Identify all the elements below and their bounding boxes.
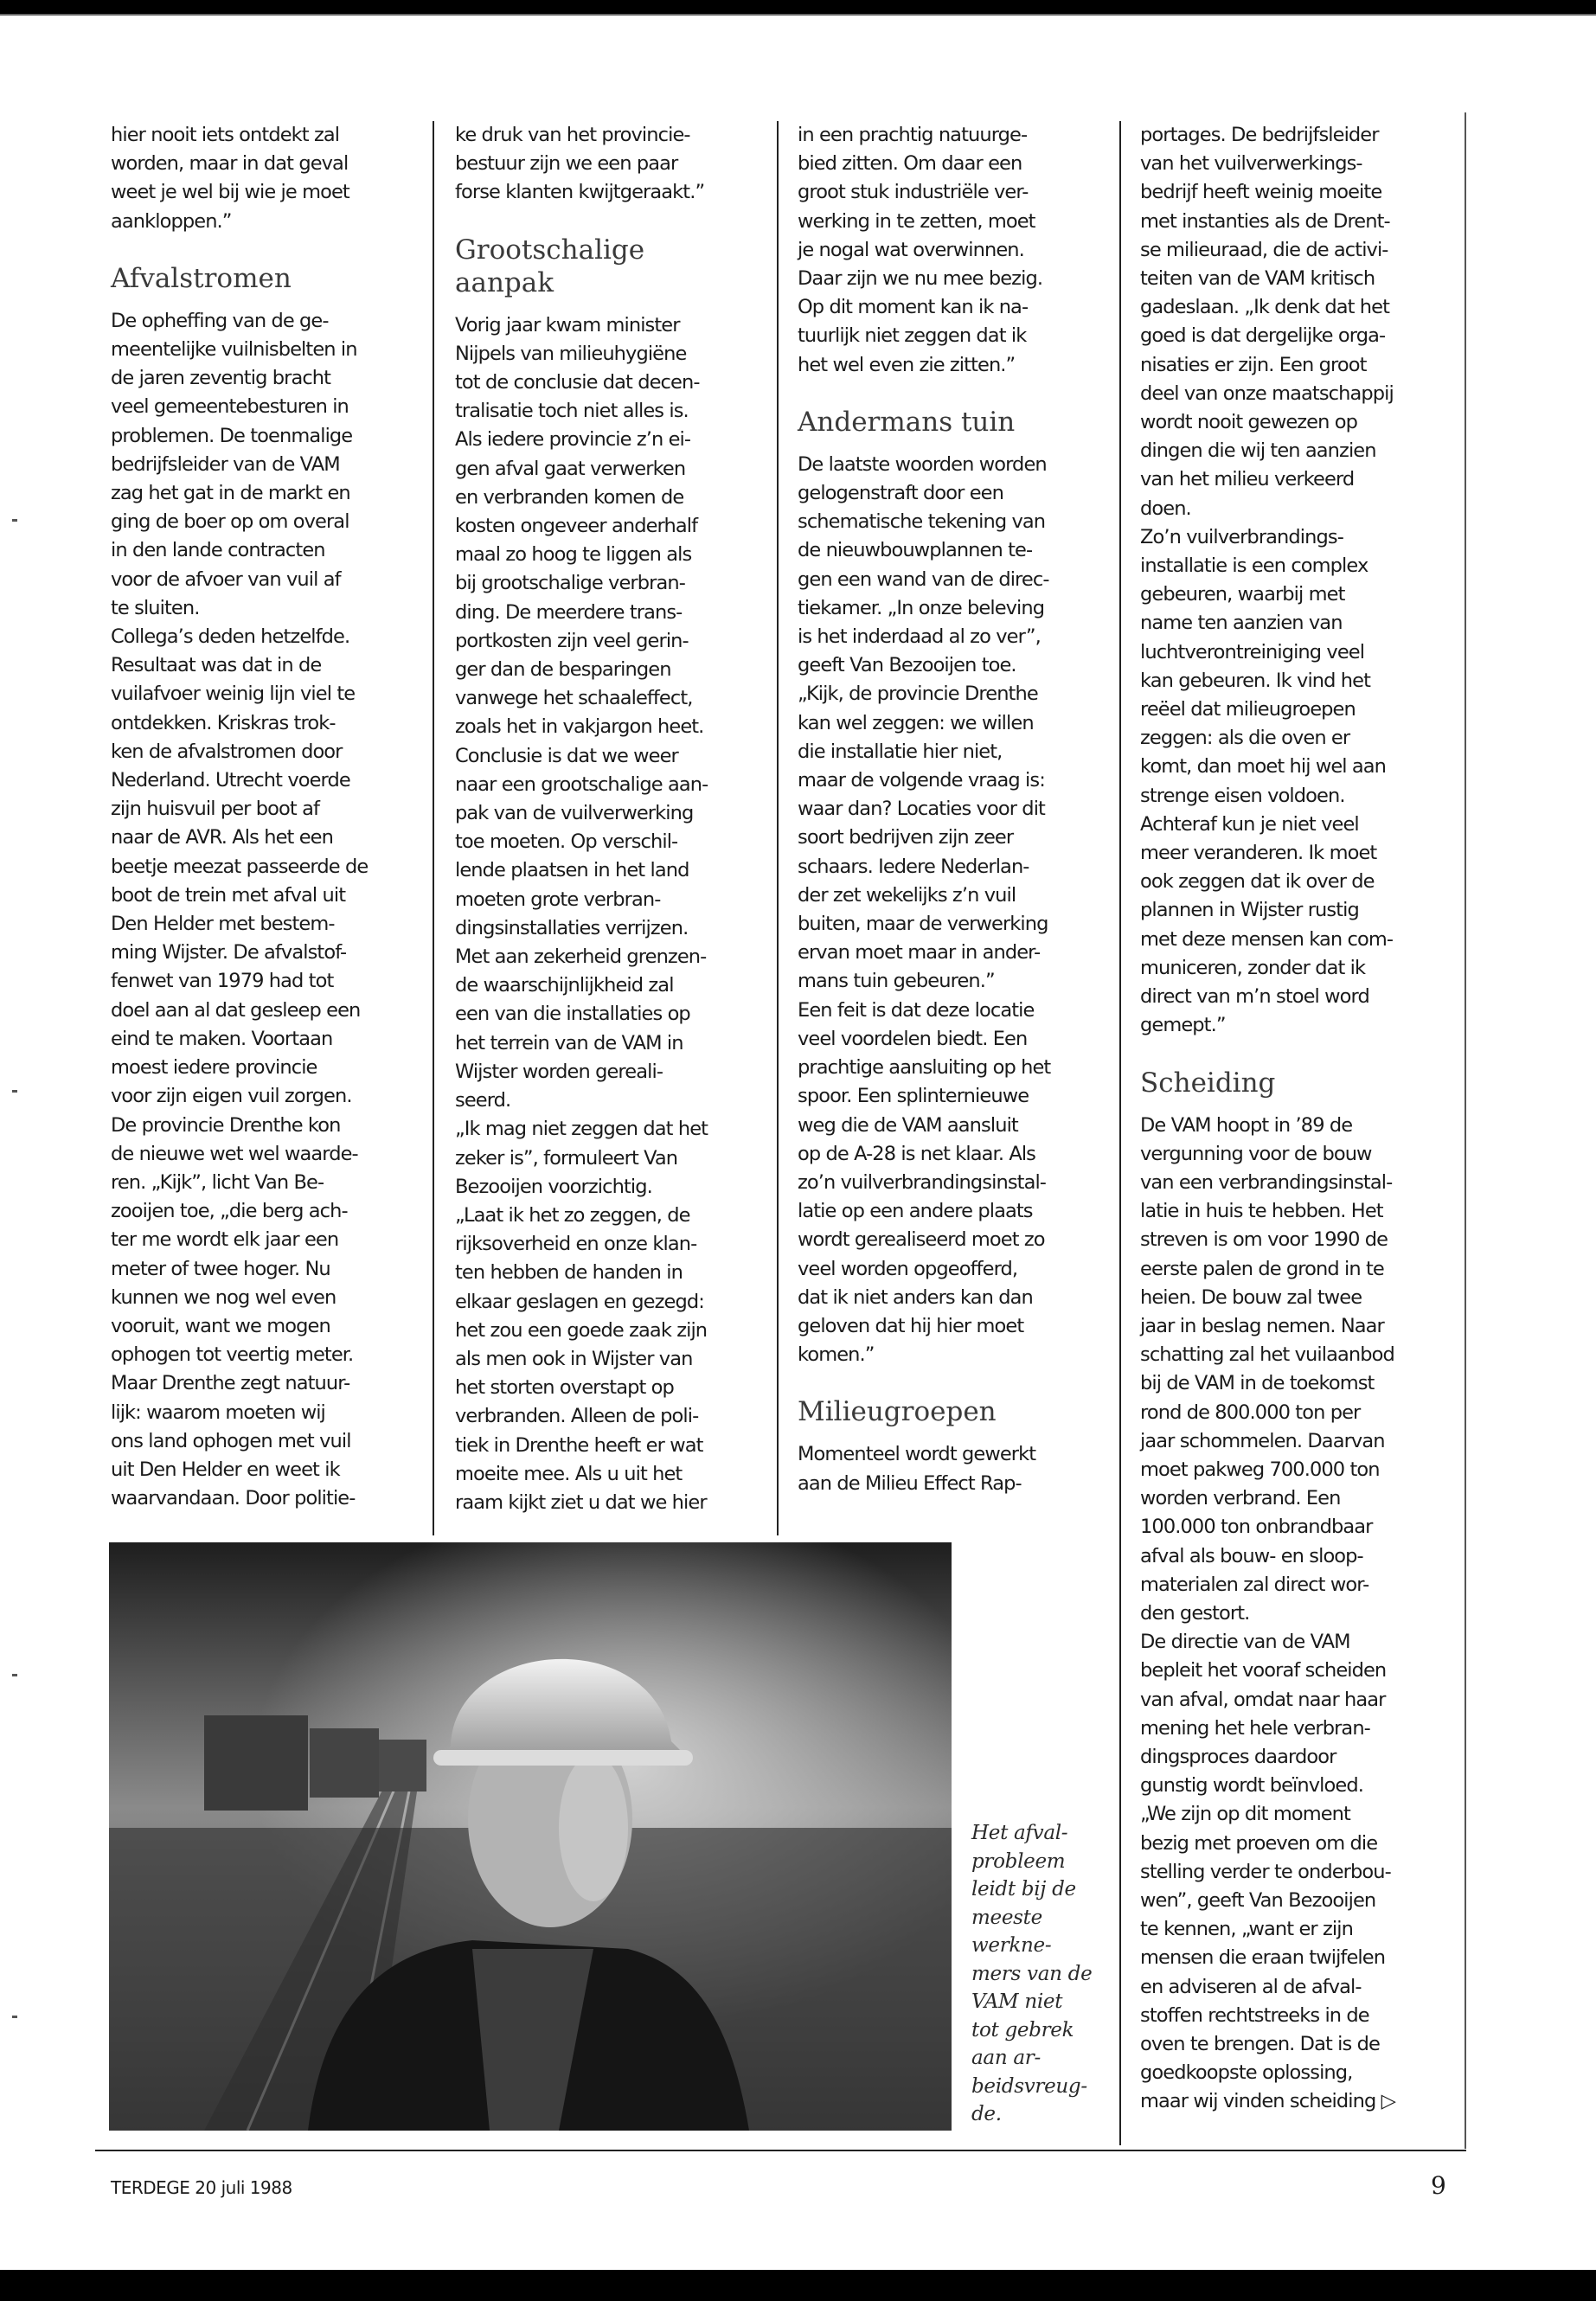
text-line: de nieuwbouwplannen te- xyxy=(798,539,1033,562)
magazine-issue-line: TERDEGE 20 juli 1988 xyxy=(111,2177,292,2198)
text-line: bezig met proeven om die xyxy=(1140,1831,1378,1855)
text-line: het terrein van de VAM in xyxy=(455,1031,683,1054)
caption-line: VAM niet xyxy=(971,1990,1063,2013)
caption-line: leidt bij de xyxy=(971,1878,1076,1900)
text-line: goedkoopste oplossing, xyxy=(1140,2061,1353,2085)
text-line: streven is om voor 1990 de xyxy=(1140,1228,1388,1252)
text-line: veel worden opgeofferd, xyxy=(798,1257,1018,1280)
text-line: tuurlijk niet zeggen dat ik xyxy=(798,324,1027,348)
text-line: jaar schommelen. Daarvan xyxy=(1140,1429,1385,1452)
text-line: en adviseren al de afval- xyxy=(1140,1975,1362,1998)
section-heading: Andermans tuin xyxy=(798,406,1016,438)
text-line: seerd. xyxy=(455,1089,511,1112)
text-line: Conclusie is dat we weer xyxy=(455,744,678,767)
text-line: hier nooit iets ontdekt zal xyxy=(111,124,340,146)
section-heading: Scheiding xyxy=(1140,1067,1276,1099)
text-line: beetje meezat passeerde de xyxy=(111,855,369,878)
text-line: spoor. Een splinternieuwe xyxy=(798,1085,1029,1108)
text-line: Maar Drenthe zegt natuur- xyxy=(111,1372,350,1395)
text-line: stoffen rechtstreeks in de xyxy=(1140,2003,1369,2027)
text-line: „We zijn op dit moment xyxy=(1140,1803,1350,1826)
text-line: voor zijn eigen vuil zorgen. xyxy=(111,1085,352,1108)
text-line: zag het gat in de markt en xyxy=(111,482,350,505)
article-column-3 xyxy=(798,121,1109,1498)
text-line: worden verbrand. Een xyxy=(1140,1487,1341,1510)
text-line: gen een wand van de direc- xyxy=(798,567,1049,591)
text-line: ten hebben de handen in xyxy=(455,1261,683,1285)
column-rule xyxy=(1119,121,1121,2145)
text-line: strenge eisen voldoen. xyxy=(1140,784,1345,807)
text-line: naar de AVR. Als het een xyxy=(111,826,333,849)
text-line: afval als bouw- en sloop- xyxy=(1140,1544,1363,1567)
text-line: tiekamer. „In onze beleving xyxy=(798,596,1045,619)
margin-mark xyxy=(12,1090,17,1093)
scan-bottom-edge xyxy=(0,2270,1596,2301)
article-column-1 xyxy=(111,121,422,1513)
article-column-2 xyxy=(455,121,766,1517)
text-line: komen.” xyxy=(798,1343,875,1367)
text-line: worden, maar in dat geval xyxy=(111,152,349,176)
caption-line: mers van de xyxy=(971,1962,1093,1985)
text-line: wen”, geeft Van Bezooijen xyxy=(1140,1888,1376,1912)
text-line: van een verbrandingsinstal- xyxy=(1140,1170,1393,1194)
text-line: bij grootschalige verbran- xyxy=(455,572,685,595)
text-line: Op dit moment kan ik na- xyxy=(798,296,1029,319)
text-line: gadeslaan. „Ik denk dat het xyxy=(1140,296,1390,319)
text-line: in den lande contracten xyxy=(111,539,325,562)
text-line: meentelijke vuilnisbelten in xyxy=(111,338,357,362)
text-line: portkosten zijn veel gerin- xyxy=(455,629,689,652)
text-line: Met aan zekerheid grenzen- xyxy=(455,945,707,969)
text-line: deel van onze maatschappij xyxy=(1140,381,1394,405)
text-line: elkaar geslagen en gezegd: xyxy=(455,1290,704,1313)
text-line: toe moeten. Op verschil- xyxy=(455,830,678,854)
text-line: kan wel zeggen: we willen xyxy=(798,711,1034,734)
text-line: in een prachtig natuurge- xyxy=(798,124,1028,146)
text-line: weg die de VAM aansluit xyxy=(798,1113,1018,1137)
text-line: De directie van de VAM xyxy=(1140,1631,1350,1654)
text-line: maal zo hoog te liggen als xyxy=(455,543,692,567)
text-line: doel aan al dat gesleep een xyxy=(111,998,361,1022)
text-line: ger dan de besparingen xyxy=(455,658,671,682)
text-line: het wel even zie zitten.” xyxy=(798,353,1016,376)
page-frame-top xyxy=(0,14,1596,16)
text-line: lende plaatsen in het land xyxy=(455,859,689,882)
caption-line: probleem xyxy=(971,1849,1066,1873)
text-line: het zou een goede zaak zijn xyxy=(455,1318,708,1342)
text-line: nisaties er zijn. Een groot xyxy=(1140,353,1367,376)
text-line: latie in huis te hebben. Het xyxy=(1140,1200,1383,1223)
text-line: de waarschijnlijkheid zal xyxy=(455,974,674,997)
text-line: forse klanten kwijtgeraakt.” xyxy=(455,181,705,204)
text-line: ding. De meerdere trans- xyxy=(455,600,683,624)
text-line: De opheffing van de ge- xyxy=(111,309,329,332)
text-line: ging de boer op om overal xyxy=(111,510,349,534)
text-line: geeft Van Bezooijen toe. xyxy=(798,654,1016,677)
text-line: Bezooijen voorzichtig. xyxy=(455,1175,652,1198)
text-line: bepleit het vooraf scheiden xyxy=(1140,1659,1387,1682)
text-line: de nieuwe wet wel waarde- xyxy=(111,1142,358,1165)
text-line: maar de volgende vraag is: xyxy=(798,769,1045,792)
text-line: rond de 800.000 ton per xyxy=(1140,1400,1361,1424)
text-line: „Ik mag niet zeggen dat het xyxy=(455,1118,708,1141)
text-line: bedrijfsleider van de VAM xyxy=(111,452,340,476)
text-line: met instanties als de Drent- xyxy=(1140,209,1390,233)
text-line: Collega’s deden hetzelfde. xyxy=(111,625,350,649)
text-line: verbranden. Alleen de poli- xyxy=(455,1405,699,1428)
text-line: van het milieu verkeerd xyxy=(1140,468,1355,491)
text-line: waar dan? Locaties voor dit xyxy=(798,798,1045,821)
text-line: ke druk van het provincie- xyxy=(455,124,690,146)
text-line: zeker is”, formuleert Van xyxy=(455,1146,678,1170)
text-line: ons land ophogen met vuil xyxy=(111,1429,351,1452)
text-line: mensen die eraan twijfelen xyxy=(1140,1946,1386,1970)
text-line: mening het hele verbran- xyxy=(1140,1716,1370,1740)
text-line: teiten van de VAM kritisch xyxy=(1140,267,1375,291)
text-line: moeite mee. Als u uit het xyxy=(455,1462,683,1485)
text-line: gunstig wordt beïnvloed. xyxy=(1140,1774,1363,1798)
text-line: den gestort. xyxy=(1140,1601,1250,1625)
text-line: vuilafvoer weinig lijn viel te xyxy=(111,683,356,706)
text-line: kan gebeuren. Ik vind het xyxy=(1140,669,1371,692)
footer-rule xyxy=(95,2150,1466,2151)
text-line: name ten aanzien van xyxy=(1140,612,1343,635)
text-line: wordt nooit gewezen op xyxy=(1140,411,1357,434)
text-line: lijk: waarom moeten wij xyxy=(111,1400,325,1424)
text-line: Nederland. Utrecht voerde xyxy=(111,769,350,792)
article-column-4 xyxy=(1140,121,1460,2117)
text-line: dat ik niet anders kan dan xyxy=(798,1285,1033,1309)
text-line: ren. „Kijk”, licht Van Be- xyxy=(111,1170,324,1194)
caption-line: Het afval- xyxy=(971,1822,1068,1844)
text-line: 100.000 ton onbrandbaar xyxy=(1140,1516,1373,1539)
text-line: geloven dat hij hier moet xyxy=(798,1314,1024,1337)
text-line: goed is dat dergelijke orga- xyxy=(1140,324,1386,348)
text-line: Daar zijn we nu mee bezig. xyxy=(798,267,1043,291)
text-line: meter of twee hoger. Nu xyxy=(111,1257,330,1280)
text-line: pak van de vuilverwerking xyxy=(455,802,694,825)
text-line: Momenteel wordt gewerkt xyxy=(798,1443,1036,1466)
text-line: Nijpels van milieuhygiëne xyxy=(455,342,687,365)
text-line: ophogen tot veertig meter. xyxy=(111,1343,354,1367)
text-line: plannen in Wijster rustig xyxy=(1140,899,1359,922)
text-line: buiten, maar de verwerking xyxy=(798,913,1048,936)
section-heading: Afvalstromen xyxy=(111,262,292,294)
text-line: bestuur zijn we een paar xyxy=(455,152,678,176)
text-line: is het inderdaad al zo ver”, xyxy=(798,625,1041,649)
text-line: als men ook in Wijster van xyxy=(455,1347,693,1370)
text-line: van het vuilverwerkings- xyxy=(1140,152,1362,176)
text-line: ming Wijster. De afvalstof- xyxy=(111,941,347,965)
text-line: werking in te zetten, moet xyxy=(798,209,1035,233)
text-line: installatie is een complex xyxy=(1140,554,1368,578)
text-line: tot de conclusie dat decen- xyxy=(455,371,700,394)
text-line: zooijen toe, „die berg ach- xyxy=(111,1200,348,1223)
text-line: je nogal wat overwinnen. xyxy=(798,238,1024,261)
photo-caption xyxy=(971,1819,1118,2129)
text-line: uit Den Helder en weet ik xyxy=(111,1458,340,1481)
text-line: kunnen we nog wel even xyxy=(111,1285,337,1309)
text-line: op de A-28 is net klaar. Als xyxy=(798,1142,1035,1165)
text-line: mans tuin gebeuren.” xyxy=(798,970,995,993)
column-rule xyxy=(433,121,434,1535)
text-line: bied zitten. Om daar een xyxy=(798,152,1022,176)
text-line: portages. De bedrijfsleider xyxy=(1140,124,1379,146)
text-line: het storten overstapt op xyxy=(455,1376,674,1400)
text-line: vanwege het schaaleffect, xyxy=(455,687,693,710)
scan-top-edge xyxy=(0,0,1596,14)
text-line: oven te brengen. Dat is de xyxy=(1140,2033,1380,2055)
text-line: schatting zal het vuilaanbod xyxy=(1140,1343,1394,1367)
text-line: bij de VAM in de toekomst xyxy=(1140,1372,1375,1395)
text-line: fenwet van 1979 had tot xyxy=(111,970,334,993)
text-line: naar een grootschalige aan- xyxy=(455,772,708,796)
text-line: die installatie hier niet, xyxy=(798,740,1003,763)
text-line: van afval, omdat naar haar xyxy=(1140,1688,1386,1711)
text-line: direct van m’n stoel word xyxy=(1140,985,1369,1009)
text-line: Als iedere provincie z’n ei- xyxy=(455,428,691,452)
caption-line: meeste xyxy=(971,1906,1042,1929)
text-line: Resultaat was dat in de xyxy=(111,654,322,677)
text-line: te sluiten. xyxy=(111,596,200,619)
text-line: maar wij vinden scheiding ▷ xyxy=(1140,2090,1395,2113)
text-line: materialen zal direct wor- xyxy=(1140,1573,1369,1596)
text-line: waarvandaan. Door politie- xyxy=(111,1487,356,1510)
text-line: gemept.” xyxy=(1140,1014,1226,1037)
text-line: Vorig jaar kwam minister xyxy=(455,313,680,336)
text-line: komt, dan moet hij wel aan xyxy=(1140,755,1387,779)
text-line: wordt gerealiseerd moet zo xyxy=(798,1228,1045,1252)
text-line: tralisatie toch niet alles is. xyxy=(455,400,689,423)
text-line: De VAM hoopt in ’89 de xyxy=(1140,1113,1353,1137)
caption-line: beidsvreug- xyxy=(971,2074,1087,2098)
text-line: „Kijk, de provincie Drenthe xyxy=(798,683,1038,706)
text-line: schematische tekening van xyxy=(798,510,1046,534)
text-line: zijn huisvuil per boot af xyxy=(111,798,319,821)
text-line: rijksoverheid en onze klan- xyxy=(455,1233,697,1256)
text-line: zoals het in vakjargon heet. xyxy=(455,715,704,739)
text-line: tiek in Drenthe heeft er wat xyxy=(455,1433,703,1457)
text-line: de jaren zeventig bracht xyxy=(111,367,331,390)
text-line: zo’n vuilverbrandingsinstal- xyxy=(798,1170,1047,1194)
text-line: voor de afvoer van vuil af xyxy=(111,567,341,591)
text-line: Wijster worden gereali- xyxy=(455,1060,663,1083)
text-line: groot stuk industriële ver- xyxy=(798,181,1029,204)
text-line: doen. xyxy=(1140,497,1191,520)
text-line: moest iedere provincie xyxy=(111,1056,317,1080)
text-line: dingsproces daardoor xyxy=(1140,1745,1336,1768)
text-line: ontdekken. Kriskras trok- xyxy=(111,711,336,734)
page-number: 9 xyxy=(1431,2171,1446,2200)
caption-line: aan ar- xyxy=(971,2047,1041,2069)
text-line: moeten grote verbran- xyxy=(455,888,661,911)
text-line: eerste palen de grond in te xyxy=(1140,1257,1384,1280)
text-line: dingen die wij ten aanzien xyxy=(1140,439,1376,463)
text-line: gebeuren, waarbij met xyxy=(1140,583,1345,606)
text-line: De provincie Drenthe kon xyxy=(111,1113,341,1137)
text-line: gen afval gaat verwerken xyxy=(455,457,686,480)
text-line: kosten ongeveer anderhalf xyxy=(455,515,698,538)
text-line: veel voordelen biedt. Een xyxy=(798,1027,1028,1050)
text-line: ken de afvalstromen door xyxy=(111,740,343,763)
section-heading: Milieugroepen xyxy=(798,1396,997,1428)
text-line: Den Helder met bestem- xyxy=(111,913,335,936)
caption-line: de. xyxy=(971,2103,1002,2125)
text-line: dingsinstallaties verrijzen. xyxy=(455,916,689,939)
text-line: latie op een andere plaats xyxy=(798,1200,1033,1223)
margin-mark xyxy=(12,1674,17,1676)
text-line: aan de Milieu Effect Rap- xyxy=(798,1471,1022,1495)
text-line: veel gemeentebesturen in xyxy=(111,395,349,419)
text-line: se milieuraad, die de activi- xyxy=(1140,238,1388,261)
text-line: „Laat ik het zo zeggen, de xyxy=(455,1203,690,1227)
text-line: weet je wel bij wie je moet xyxy=(111,181,349,204)
text-line: meer veranderen. Ik moet xyxy=(1140,842,1377,865)
margin-mark xyxy=(12,519,17,522)
text-line: problemen. De toenmalige xyxy=(111,424,353,447)
text-line: met deze mensen kan com- xyxy=(1140,927,1394,951)
caption-line: werkne- xyxy=(971,1934,1052,1957)
text-line: en verbranden komen de xyxy=(455,485,684,509)
text-line: ervan moet maar in ander- xyxy=(798,941,1041,965)
margin-mark xyxy=(12,2016,17,2018)
text-line: een van die installaties op xyxy=(455,1003,690,1026)
text-line: vergunning voor de bouw xyxy=(1140,1142,1372,1165)
text-line: moet pakweg 700.000 ton xyxy=(1140,1458,1380,1481)
column-rule xyxy=(777,121,779,1535)
text-line: ook zeggen dat ik over de xyxy=(1140,870,1375,894)
text-line: jaar in beslag nemen. Naar xyxy=(1140,1314,1384,1337)
text-line: te kennen, „want er zijn xyxy=(1140,1918,1353,1941)
text-line: schaars. Iedere Nederlan- xyxy=(798,855,1029,878)
text-line: Zo’n vuilverbrandings- xyxy=(1140,525,1343,548)
text-line: ter me wordt elk jaar een xyxy=(111,1228,339,1252)
text-line: gelogenstraft door een xyxy=(798,482,1003,505)
section-heading: Grootschalige aanpak xyxy=(455,234,645,298)
text-line: bedrijf heeft weinig moeite xyxy=(1140,181,1382,204)
text-line: Achteraf kun je niet veel xyxy=(1140,812,1359,836)
text-line: der zet wekelijks z’n vuil xyxy=(798,883,1016,907)
text-line: soort bedrijven zijn zeer xyxy=(798,826,1014,849)
text-line: Een feit is dat deze locatie xyxy=(798,998,1035,1022)
text-line: luchtverontreiniging veel xyxy=(1140,640,1365,663)
text-line: boot de trein met afval uit xyxy=(111,883,346,907)
text-line: aankloppen.” xyxy=(111,209,232,233)
text-line: prachtige aansluiting op het xyxy=(798,1056,1051,1080)
text-line: vooruit, want we mogen xyxy=(111,1314,330,1337)
text-line: stelling verder te onderbou- xyxy=(1140,1860,1391,1883)
text-line: raam kijkt ziet u dat we hier xyxy=(455,1490,707,1514)
text-line: reëel dat milieugroepen xyxy=(1140,698,1356,721)
worker-hardhat-photo xyxy=(109,1542,952,2131)
page-frame-right xyxy=(1465,112,1466,2149)
text-line: De laatste woorden worden xyxy=(798,452,1047,476)
text-line: municeren, zonder dat ik xyxy=(1140,956,1366,979)
text-line: eind te maken. Voortaan xyxy=(111,1027,333,1050)
text-line: zeggen: als die oven er xyxy=(1140,727,1350,750)
text-line: heien. De bouw zal twee xyxy=(1140,1285,1362,1309)
caption-line: tot gebrek xyxy=(971,2018,1074,2041)
